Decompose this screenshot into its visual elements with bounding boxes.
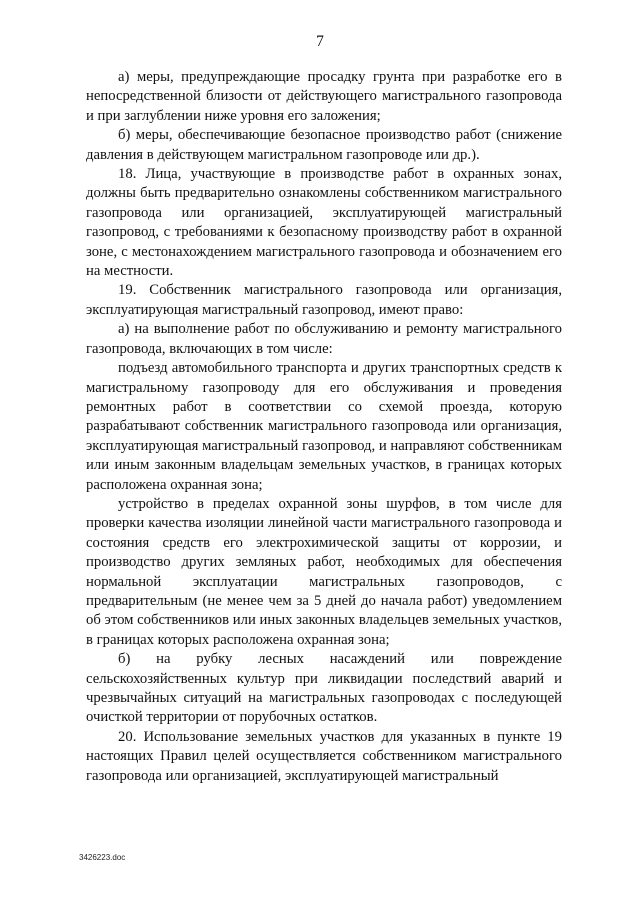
document-body — [86, 68, 562, 786]
document-file-code: 3426223.doc — [79, 853, 126, 862]
paragraph-19a: а) на выполнение работ по обслуживанию и ремонту магистрального газопровода, включающих в том числе: — [86, 321, 562, 357]
paragraph-17b: б) меры, обеспечивающие безопасное производство работ (снижение давления в действующем магистральном газопроводе или др.). — [86, 127, 562, 163]
page-number: 7 — [316, 33, 324, 50]
paragraph-17a: а) меры, предупреждающие просадку грунта при разработке его в непосредственной близости от действующего магистрального газопровода и при заглублении ниже уровня его заложения; — [86, 69, 562, 124]
paragraph-19b: б) на рубку лесных насаждений или повреждение сельскохозяйственных культур при ликвидации последствий аварий и чрезвычайных ситуаций на магистральных газопроводах с последующей очисткой территории от порубочных остатков. — [86, 651, 562, 726]
paragraph-18: 18. Лица, участвующие в производстве работ в охранных зонах, должны быть предварительно ознакомлены собственником магистрального газопровода или организацией, эксплуатирующей магистральный газопровод, с требованиями к безопасному производству работ в охранной зоне, с местонахождением магистрального газопровода и обозначением его на местности. — [86, 166, 562, 280]
paragraph-19a-pits: устройство в пределах охранной зоны шурфов, в том числе для проверки качества изоляции линейной части магистрального газопровода и состояния средств его электрохимической защиты от коррозии, и производство других земляных работ, необходимых для обеспечения нормальной эксплуатации магистральных газопроводов, с предварительным (не менее чем за 5 дней до начала работ) уведомлением об этом собственников или иных законных владельцев земельных участков, в границах которых расположена охранная зона; — [86, 495, 562, 648]
paragraph-20: 20. Использование земельных участков для указанных в пункте 19 настоящих Правил целей осуществляется собственником магистрального газопровода или организацией, эксплуатирующей магистральный — [86, 728, 562, 784]
paragraph-19a-access: подъезд автомобильного транспорта и других транспортных средств к магистральному газопроводу для его обслуживания и проведения ремонтных работ в соответствии со схемой проезда, которую разрабатывают собственник магистрального газопровода или организация, эксплуатирующая магистральный газопровод, и направляют собственникам или иным законным владельцам земельных участков, в границах которых расположена охранная зона; — [86, 360, 562, 493]
paragraph-19: 19. Собственник магистрального газопровода или организация, эксплуатирующая магистральный газопровод, имеют право: — [86, 282, 562, 318]
